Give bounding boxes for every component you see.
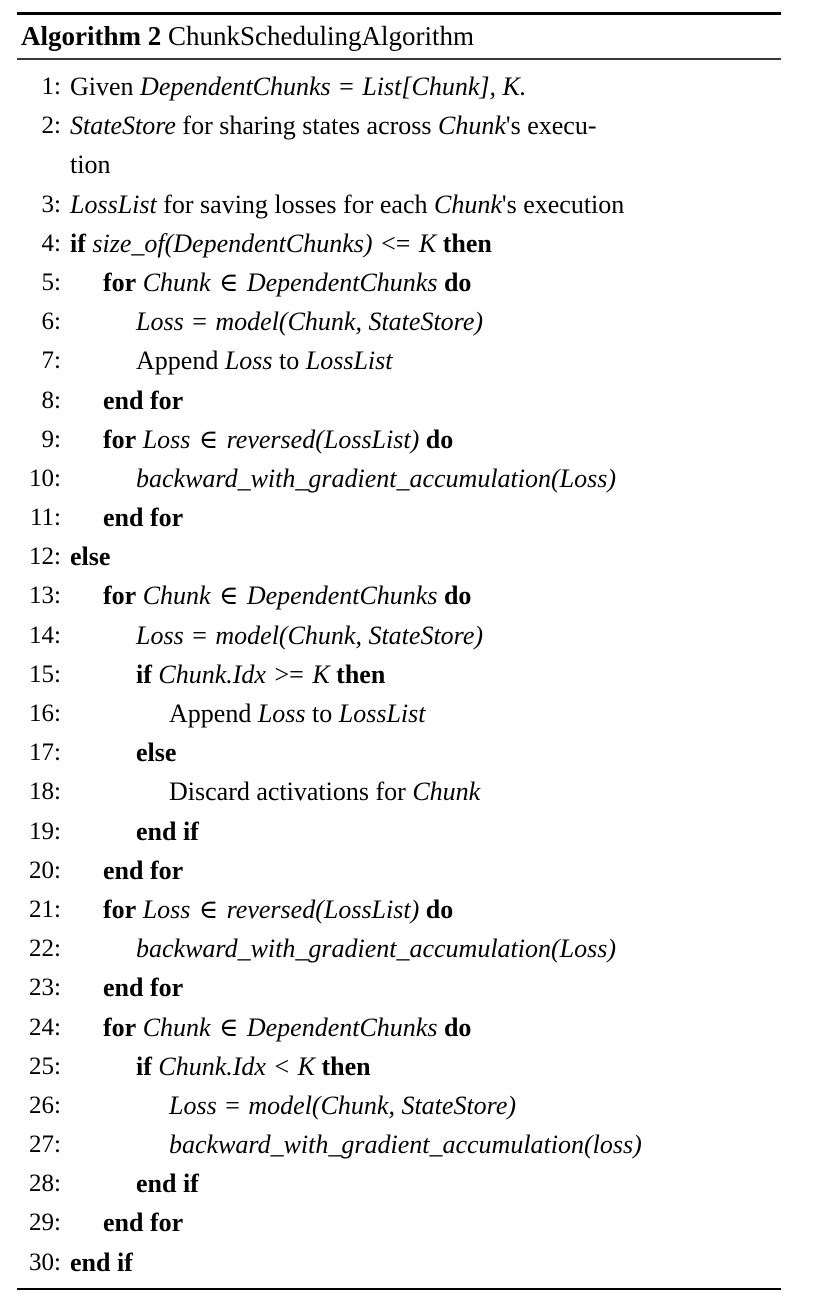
token-mv: Loss — [142, 424, 191, 454]
line-number: 29: — [29, 1209, 61, 1237]
token-rm: Given — [70, 72, 134, 101]
line-code — [70, 1164, 199, 1203]
token-mv: model(Chunk, StateStore) — [215, 307, 484, 337]
algorithm-line — [17, 772, 781, 811]
token-kw: if — [136, 1051, 152, 1081]
algorithm-line — [17, 576, 781, 615]
algorithm-line — [17, 537, 781, 576]
token-kw: for — [103, 1012, 137, 1042]
line-code — [70, 616, 483, 655]
line-code — [70, 929, 616, 968]
line-number: 1: — [41, 73, 61, 100]
token-kw: for — [103, 424, 137, 454]
line-code — [70, 968, 183, 1007]
token-mv: reversed(LossList) — [226, 894, 420, 924]
algorithm-line — [17, 302, 781, 341]
algorithm-line — [17, 616, 781, 655]
token-mv: backward_with_gradient_accumulation(Loss) — [136, 463, 617, 493]
token-rm: Append — [169, 699, 252, 728]
line-number: 15: — [29, 660, 61, 688]
line-code — [70, 67, 526, 106]
token-mv: List[Chunk], K. — [362, 72, 527, 101]
token-kw: end for — [103, 855, 184, 885]
line-number: 10: — [29, 464, 61, 492]
algorithm-line — [17, 655, 781, 694]
token-kw: end if — [70, 1247, 133, 1277]
token-op: = — [225, 1090, 240, 1120]
line-number: 2: — [41, 112, 61, 140]
algorithm-line — [17, 381, 781, 420]
token-mv: size_of(DependentChunks) — [92, 228, 373, 258]
token-op: ∈ — [198, 424, 219, 454]
token-mv: reversed(LossList) — [226, 424, 420, 454]
token-kw: do — [443, 581, 472, 611]
line-code — [70, 341, 393, 380]
line-code — [70, 694, 426, 733]
line-code — [70, 1047, 371, 1086]
algorithm-line — [17, 890, 781, 929]
line-number: 3: — [41, 190, 61, 218]
algorithm-line — [17, 1008, 781, 1047]
line-code — [70, 185, 624, 224]
algorithm-line — [17, 1164, 781, 1203]
token-rm: to — [279, 346, 300, 376]
token-kw: for — [103, 267, 137, 297]
algorithm-line — [17, 694, 781, 733]
algorithm-line — [17, 968, 781, 1007]
token-mv: Chunk — [142, 581, 211, 611]
token-op: >= — [274, 659, 304, 689]
line-code — [70, 812, 199, 851]
algorithm-line — [17, 929, 781, 968]
line-number: 26: — [29, 1091, 61, 1119]
token-mv: Loss — [224, 346, 273, 376]
line-number: 25: — [29, 1052, 61, 1080]
token-rm: 's execu- — [505, 111, 597, 141]
token-rm: Discard activations for — [169, 777, 406, 807]
line-number: 14: — [29, 621, 61, 649]
token-mv: K — [312, 659, 330, 689]
line-number: 20: — [29, 856, 61, 884]
line-code — [70, 420, 453, 459]
line-code — [70, 1203, 183, 1242]
algorithm-line — [17, 67, 781, 106]
line-number: 27: — [29, 1131, 61, 1159]
token-kw: for — [103, 581, 137, 611]
line-number: 22: — [29, 935, 61, 963]
algorithm-line — [17, 1203, 781, 1242]
line-code — [70, 1008, 471, 1047]
token-mv: backward_with_gradient_accumulation(Loss) — [136, 934, 617, 964]
algorithm-line — [17, 1125, 781, 1164]
line-number: 9: — [41, 425, 61, 453]
token-mv: Chunk.Idx — [158, 659, 266, 689]
line-number: 21: — [29, 895, 61, 923]
line-code — [70, 106, 597, 145]
token-op: = — [339, 72, 354, 101]
token-op: ∈ — [219, 581, 239, 611]
line-code — [70, 302, 483, 341]
token-mv: DependentChunks — [246, 581, 438, 611]
token-mv: backward_with_gradient_accumulation(loss) — [169, 1130, 642, 1160]
algorithm-body — [17, 60, 781, 1288]
algorithm-line — [17, 812, 781, 851]
token-op: = — [192, 620, 207, 650]
line-code — [70, 1086, 516, 1125]
line-number: 5: — [41, 268, 61, 296]
token-rm: for saving losses for each — [163, 189, 428, 219]
token-rm: to — [312, 699, 333, 728]
algorithm-line — [17, 733, 781, 772]
line-number: 28: — [29, 1170, 61, 1198]
token-mv: Chunk — [438, 111, 506, 141]
token-kw: end for — [103, 1208, 184, 1238]
token-mv: LossList — [305, 346, 393, 376]
algorithm-line — [17, 263, 781, 302]
line-number: 30: — [29, 1248, 61, 1276]
line-number: 19: — [29, 817, 61, 845]
line-number: 6: — [41, 308, 61, 336]
line-number: 24: — [29, 1013, 61, 1041]
algorithm-header — [17, 15, 781, 58]
token-mv: DependentChunks — [246, 1012, 438, 1042]
token-op: ∈ — [219, 1012, 239, 1042]
token-kw: then — [336, 659, 386, 689]
token-kw: else — [136, 738, 177, 768]
token-mv: model(Chunk, StateStore) — [248, 1090, 517, 1120]
token-op: ∈ — [198, 894, 219, 924]
token-mv: K — [418, 228, 437, 258]
line-code — [70, 498, 183, 537]
algorithm-title: ChunkSchedulingAlgorithm — [167, 21, 474, 51]
token-mv: StateStore — [70, 111, 176, 141]
token-kw: do — [443, 1012, 472, 1042]
token-rm: tion — [70, 150, 111, 180]
line-number: 11: — [29, 504, 61, 532]
algorithm-line — [17, 185, 781, 224]
token-mv: Chunk — [434, 189, 502, 219]
line-number: 12: — [29, 543, 61, 571]
token-kw: for — [103, 894, 137, 924]
line-code — [70, 1243, 133, 1282]
token-rm: Append — [136, 346, 219, 376]
line-number: 17: — [29, 739, 61, 767]
line-code — [70, 381, 183, 420]
line-code — [70, 224, 492, 263]
token-mv: model(Chunk, StateStore) — [215, 620, 484, 650]
token-rm: for sharing states across — [182, 111, 432, 141]
algorithm-float — [17, 12, 781, 1290]
line-number: 16: — [29, 700, 61, 727]
line-number: 18: — [29, 778, 61, 806]
algorithm-line — [17, 145, 781, 184]
line-code — [70, 576, 471, 615]
algorithm-line — [17, 341, 781, 380]
algorithm-line — [17, 1086, 781, 1125]
token-kw: then — [321, 1051, 371, 1081]
token-kw: if — [70, 228, 86, 258]
line-code — [70, 1125, 642, 1164]
line-code — [70, 655, 385, 694]
line-code — [70, 772, 480, 811]
token-op: ∈ — [219, 267, 239, 297]
token-kw: end if — [136, 816, 199, 846]
token-kw: do — [425, 894, 454, 924]
algorithm-line — [17, 498, 781, 537]
token-mv: LossList — [70, 189, 157, 219]
algorithm-line — [17, 106, 781, 145]
line-number: 8: — [41, 386, 61, 414]
token-kw: else — [70, 542, 111, 572]
line-code — [70, 537, 110, 576]
line-code — [70, 890, 453, 929]
token-kw: end for — [103, 973, 184, 1003]
token-mv: Loss — [257, 699, 306, 728]
token-mv: Chunk — [142, 267, 211, 297]
line-number: 13: — [29, 582, 61, 610]
token-mv: Loss — [136, 620, 184, 650]
token-mv: DependentChunks — [140, 72, 331, 101]
token-kw: if — [136, 659, 152, 689]
line-number: 23: — [29, 974, 61, 1002]
algorithm-bottom-rule — [17, 1288, 781, 1290]
token-mv: DependentChunks — [246, 267, 438, 297]
token-kw: do — [443, 267, 472, 297]
token-mv: LossList — [338, 699, 426, 728]
token-op: < — [274, 1051, 290, 1081]
algorithm-line — [17, 1047, 781, 1086]
algorithm-line — [17, 420, 781, 459]
token-mv: K — [297, 1051, 315, 1081]
token-mv: Loss — [142, 894, 191, 924]
algorithm-number: 2 — [147, 21, 162, 51]
line-code — [70, 145, 110, 184]
token-mv: Loss — [169, 1090, 217, 1120]
line-code — [70, 851, 183, 890]
line-code — [70, 733, 176, 772]
line-number: 4: — [41, 229, 61, 257]
algorithm-line — [17, 224, 781, 263]
algorithm-line — [17, 851, 781, 890]
token-mv: Chunk — [412, 777, 481, 807]
algorithm-line — [17, 459, 781, 498]
token-kw: do — [425, 424, 454, 454]
token-mv: Chunk.Idx — [158, 1051, 266, 1081]
token-kw: end for — [103, 385, 184, 415]
token-kw: then — [442, 228, 492, 258]
token-kw: end for — [103, 503, 184, 533]
token-op: = — [192, 307, 207, 337]
algorithm-line — [17, 1243, 781, 1282]
line-number: 7: — [41, 347, 61, 375]
line-code — [70, 263, 471, 302]
token-mv: Chunk — [142, 1012, 211, 1042]
algorithm-keyword: Algorithm — [21, 21, 141, 51]
line-code — [70, 459, 616, 498]
token-kw: end if — [136, 1169, 199, 1199]
token-op: <= — [381, 228, 411, 258]
token-rm: 's execution — [501, 189, 625, 219]
token-mv: Loss — [136, 307, 184, 337]
